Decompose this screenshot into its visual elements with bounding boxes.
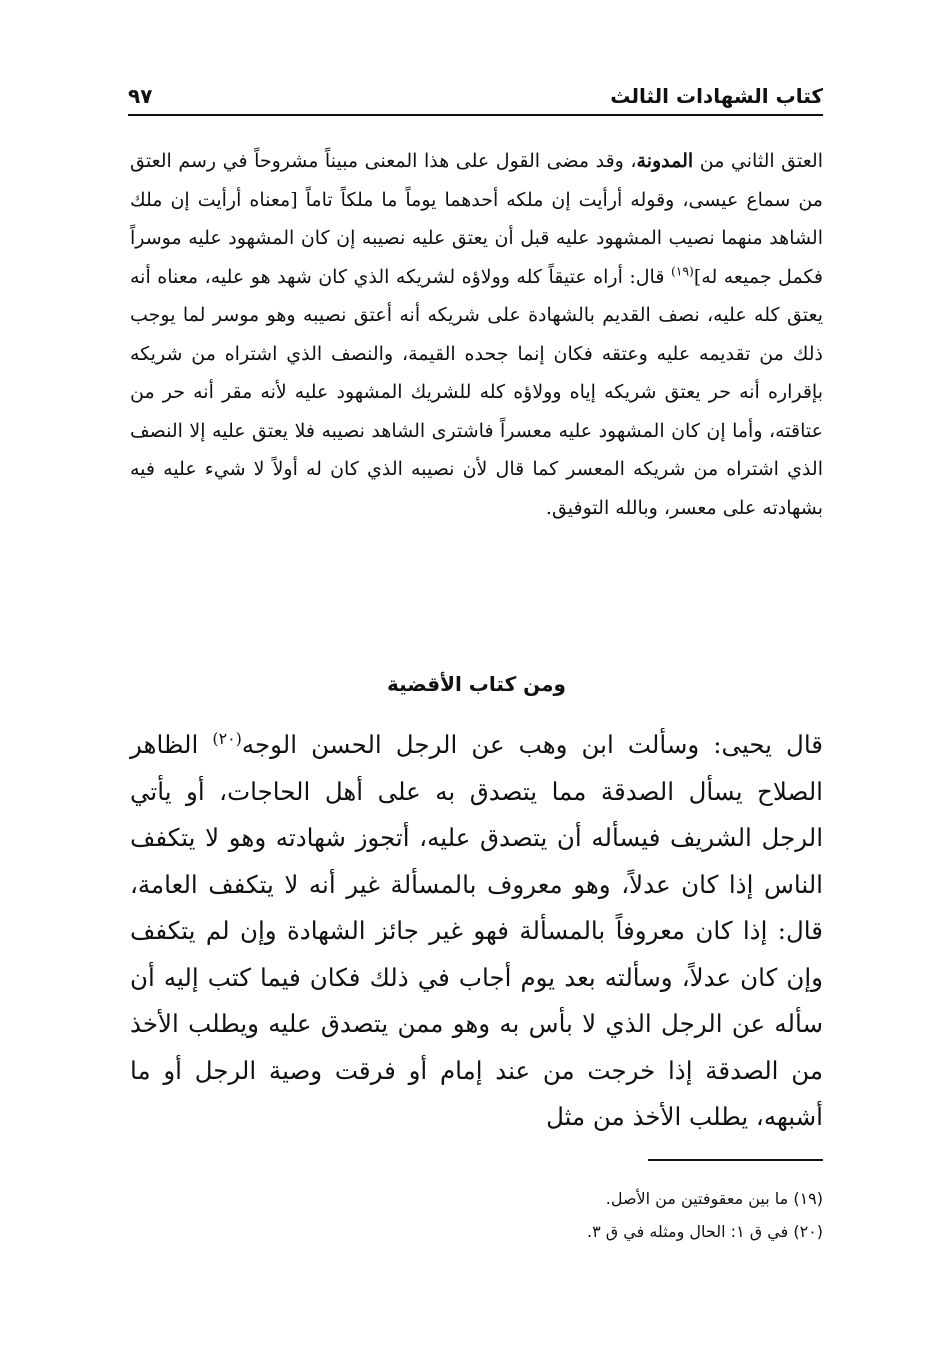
section-heading: ومن كتاب الأقضية [387, 672, 566, 696]
bold-term: المدونة [636, 150, 694, 172]
footnote-20: (٢٠) في ق ١: الحال ومثله في ق ٣. [587, 1222, 823, 1241]
text-run: ، وقد مضى القول على هذا المعنى مبيناً مشروحاً في رسم العتق من سماع عيسى، وقوله أرأيت إن ملكه أحدهما يوماً ما ملكاً تاماً [معناه أرأيت إن ملك الشاهد منهما نصيب المشهود عليه قبل أن يعتق عليه نصيبه إن كان المشهود عليه موسراً فكمل جميعه له] [130, 150, 824, 288]
body-text-section-2 [130, 722, 823, 1141]
text-run: قال يحيى: وسألت ابن وهب عن الرجل الحسن الوجه [241, 730, 824, 759]
page-number: ٩٧ [128, 84, 153, 108]
text-run: قال: أراه عتيقاً كله وولاؤه لشريكه الذي كان شهد هو عليه، معناه أنه يعتق كله عليه، نصف القديم بالشهادة على شريكه أنه أعتق نصيبه وهو موسر لما يوجب ذلك من تقديمه عليه وعتقه فكان إنما جحده القيمة، والنصف الذي اشتراه من شريكه بإقراره أنه حر يعتق شريكه إياه وولاؤه كله للشريك المشهود عليه لأنه مقر أنه حر من عتاقته، وأما إن كان المشهود عليه معسراً فاشترى الشاهد نصيبه فلا يعتق عليه إلا النصف الذي اشتراه من شريكه المعسر كما قال لأن نصيبه الذي كان له أولاً لا شيء عليه فيه بشهادته على معسر، وبالله التوفيق. [130, 265, 823, 519]
running-title: كتاب الشهادات الثالث [610, 84, 823, 108]
text-run: الظاهر الصلاح يسأل الصدقة مما يتصدق به على أهل الحاجات، أو يأتي الرجل الشريف فيسأله أن يتصدق عليه، أتجوز شهادته وهو لا يتكفف الناس إذا كان عدلاً، وهو معروف بالمسألة غير أنه لا يتكفف العامة، قال: إذا كان معروفاً بالمسألة فهو غير جائز الشهادة وإن لم يتكفف وإن كان عدلاً، وسألته بعد يوم أجاب في ذلك فكان فيما كتب إليه أن سأله عن الرجل الذي لا بأس به وهو ممن يتصدق عليه ويطلب الأخذ من الصدقة إذا خرجت من عند إمام أو فرقت وصية الرجل أو ما أشبهه، يطلب الأخذ من مثل [130, 730, 823, 1131]
footnote-marker: (١٩) [670, 264, 694, 279]
page-header [128, 80, 823, 116]
footnote-marker: (٢٠) [212, 728, 242, 748]
paragraph [130, 142, 823, 527]
text-run: العتق الثاني من [693, 150, 823, 172]
paragraph [130, 722, 823, 1141]
footnotes [130, 1182, 823, 1248]
footnote-19: (١٩) ما بين معقوفتين من الأصل. [605, 1189, 823, 1208]
body-text-section-1 [130, 142, 823, 527]
footnote-divider [648, 1159, 823, 1161]
